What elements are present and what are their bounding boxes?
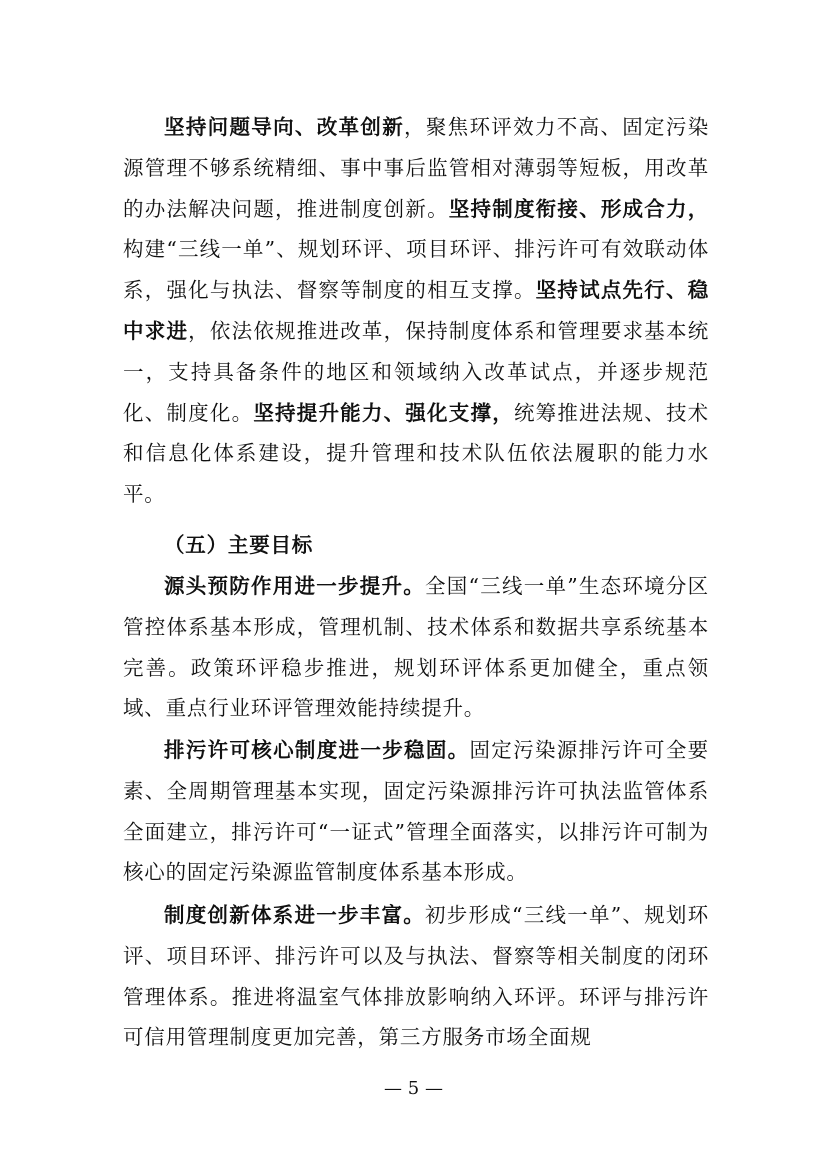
goal-3-body: 初步形成“三线一单”、规划环评、项目环评、排污许可以及与执法、督察等相关制度的闭环管理体系。推进将温室气体排放影响纳入环评。环评与排污许可信用管理制度更加完善，第三方服务市场全面规 <box>123 903 709 1050</box>
principle-1-body: ，聚焦环评效力不高、固定污染源管理不够系统精细、事中事后监管相对薄弱等短板，用改革的办法解决问题，推进制度创新。 <box>123 115 709 221</box>
goal-paragraph-institutional-innovation <box>123 895 709 1058</box>
principle-3-body: ，依法依规推进改革，保持制度体系和管理要求基本统一，支持具备条件的地区和领域纳入改革试点，并逐步规范化、制度化。 <box>123 318 710 425</box>
goal-paragraph-source-prevention <box>123 566 709 729</box>
principle-3-title: 坚持试点先行、稳中求进 <box>123 278 710 343</box>
goal-paragraph-permit-system <box>123 730 709 893</box>
goal-2-title: 排污许可核心制度进一步稳固。 <box>164 738 470 762</box>
section-heading-main-goals: （五）主要目标 <box>164 533 314 557</box>
principle-2-body: 构建“三线一单”、规划环评、项目环评、排污许可有效联动体系，强化与执法、督察等制度的相互支撑。 <box>123 237 709 303</box>
goal-2-body: 固定污染源排污许可全要素、全周期管理基本实现，固定污染源排污许可执法监管体系全面建立，排污许可“一证式”管理全面落实，以排污许可制为核心的固定污染源监管制度体系基本形成。 <box>123 738 709 885</box>
goal-3-title: 制度创新体系进一步丰富。 <box>164 903 425 927</box>
principle-2-title: 坚持制度衔接、形成合力， <box>448 196 710 221</box>
goal-1-body: 全国“三线一单”生态环境分区管控体系基本形成，管理机制、技术体系和数据共享系统基本完善。政策环评稳步推进，规划环评体系更加健全，重点领域、重点行业环评管理效能持续提升。 <box>123 574 709 721</box>
principle-4-title: 坚持提升能力、强化支撑， <box>253 400 514 425</box>
principles-paragraph <box>123 107 709 515</box>
goal-1-title: 源头预防作用进一步提升。 <box>164 574 425 598</box>
principle-1-title: 坚持问题导向、改革创新 <box>164 115 405 139</box>
page-number: — 5 — <box>384 1078 443 1099</box>
principle-4-body: 统筹推进法规、技术和信息化体系建设，提升管理和技术队伍依法履职的能力水平。 <box>123 400 709 507</box>
